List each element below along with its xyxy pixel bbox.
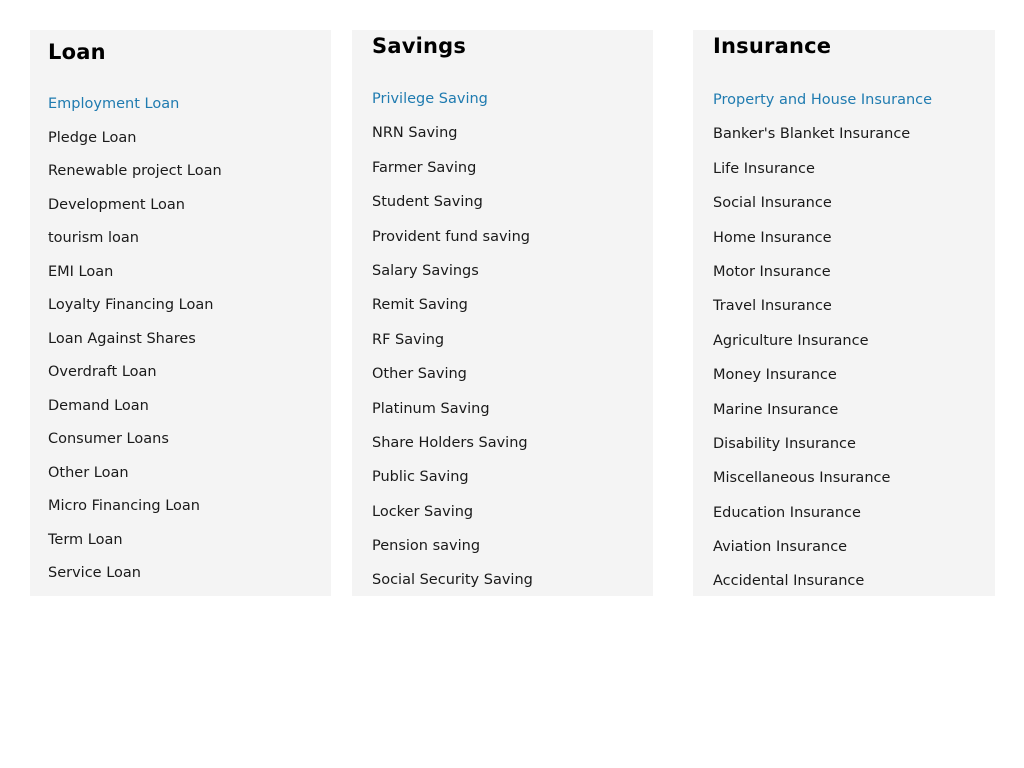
insurance-item-agriculture-insurance[interactable]: Agriculture Insurance (713, 332, 869, 349)
insurance-item-education-insurance[interactable]: Education Insurance (713, 504, 861, 521)
insurance-item-money-insurance[interactable]: Money Insurance (713, 367, 837, 384)
insurance-item-motor-insurance[interactable]: Motor Insurance (713, 263, 831, 280)
savings-item-nrn-saving[interactable]: NRN Saving (372, 125, 458, 142)
savings-item-rf-saving[interactable]: RF Saving (372, 331, 445, 348)
insurance-item-disability-insurance[interactable]: Disability Insurance (713, 435, 856, 452)
insurance-item-accidental-insurance[interactable]: Accidental Insurance (713, 573, 865, 590)
savings-heading: Savings (372, 34, 467, 58)
insurance-item-property-and-house-insurance[interactable]: Property and House Insurance (713, 92, 933, 108)
savings-item-salary-savings[interactable]: Salary Savings (372, 262, 479, 279)
savings-item-social-security-saving[interactable]: Social Security Saving (372, 572, 533, 589)
savings-item-privilege-saving[interactable]: Privilege Saving (372, 91, 488, 107)
insurance-heading: Insurance (713, 34, 832, 58)
insurance-item-bankers-blanket-insurance[interactable]: Banker's Blanket Insurance (713, 126, 911, 143)
savings-menu-panel (352, 30, 653, 596)
insurance-item-travel-insurance[interactable]: Travel Insurance (713, 298, 832, 315)
loan-item-employment-loan[interactable]: Employment Loan (48, 96, 180, 112)
loan-item-other-loan[interactable]: Other Loan (48, 464, 129, 481)
insurance-item-marine-insurance[interactable]: Marine Insurance (713, 401, 839, 418)
savings-item-other-saving[interactable]: Other Saving (372, 366, 467, 383)
insurance-item-life-insurance[interactable]: Life Insurance (713, 160, 815, 177)
loan-item-term-loan[interactable]: Term Loan (48, 531, 123, 548)
insurance-item-miscellaneous-insurance[interactable]: Miscellaneous Insurance (713, 470, 891, 487)
loan-menu-list (48, 93, 222, 596)
loan-item-development-loan[interactable]: Development Loan (48, 196, 185, 213)
insurance-menu-panel (693, 30, 995, 596)
savings-item-pension-saving[interactable]: Pension saving (372, 538, 481, 555)
loan-item-loan-against-shares[interactable]: Loan Against Shares (48, 330, 196, 347)
savings-item-public-saving[interactable]: Public Saving (372, 469, 469, 486)
loan-item-consumer-loans[interactable]: Consumer Loans (48, 431, 169, 447)
loan-item-service-loan[interactable]: Service Loan (48, 565, 141, 581)
insurance-item-aviation-insurance[interactable]: Aviation Insurance (713, 539, 848, 556)
savings-item-provident-fund-saving[interactable]: Provident fund saving (372, 228, 530, 245)
savings-item-farmer-saving[interactable]: Farmer Saving (372, 159, 477, 176)
loan-item-tourism-loan[interactable]: tourism loan (48, 230, 140, 246)
savings-item-locker-saving[interactable]: Locker Saving (372, 503, 474, 520)
savings-item-student-saving[interactable]: Student Saving (372, 194, 483, 211)
loan-item-emi-loan[interactable]: EMI Loan (48, 263, 114, 280)
loan-item-demand-loan[interactable]: Demand Loan (48, 397, 149, 414)
insurance-menu-list (713, 89, 932, 605)
loan-heading: Loan (48, 40, 106, 64)
loan-item-renewable-project-loan[interactable]: Renewable project Loan (48, 163, 222, 179)
loan-item-pledge-loan[interactable]: Pledge Loan (48, 129, 137, 146)
loan-menu-panel (30, 30, 331, 596)
loan-item-micro-financing-loan[interactable]: Micro Financing Loan (48, 498, 200, 514)
loan-item-overdraft-loan[interactable]: Overdraft Loan (48, 364, 157, 380)
savings-menu-list (372, 88, 533, 604)
insurance-item-home-insurance[interactable]: Home Insurance (713, 229, 832, 246)
insurance-item-social-insurance[interactable]: Social Insurance (713, 195, 832, 212)
loan-item-loyalty-financing-loan[interactable]: Loyalty Financing Loan (48, 297, 214, 313)
savings-item-platinum-saving[interactable]: Platinum Saving (372, 400, 490, 417)
savings-item-share-holders-saving[interactable]: Share Holders Saving (372, 434, 528, 451)
savings-item-remit-saving[interactable]: Remit Saving (372, 297, 468, 314)
